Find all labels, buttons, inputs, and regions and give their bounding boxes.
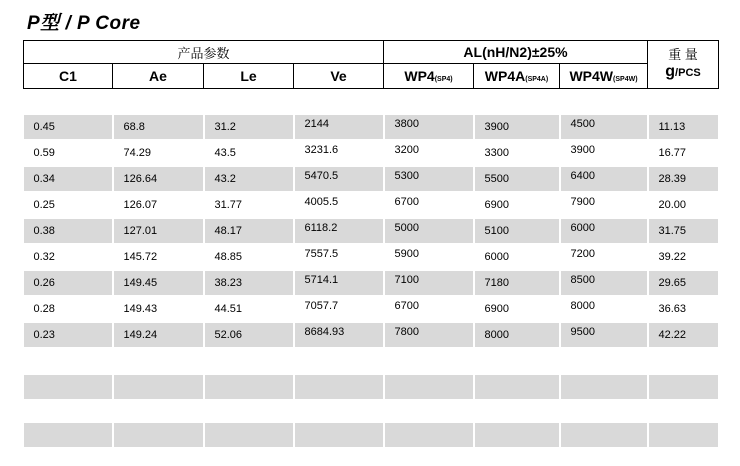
cell-le-value: 38.23 [214, 277, 243, 289]
cell-ae [113, 270, 204, 296]
cell-wp4a [474, 192, 560, 218]
header-weight-unit: g [665, 62, 676, 80]
cell-c1 [24, 166, 113, 192]
cell-weight [648, 140, 719, 166]
cell-c1 [24, 115, 113, 140]
cell-ae-value: 126.64 [123, 173, 158, 185]
cell-wp4w [560, 270, 648, 296]
cell-wp4a [474, 166, 560, 192]
col-header-c1: C1 [24, 64, 113, 89]
cell-ae [113, 140, 204, 166]
cell-ae-value: 74.29 [123, 147, 152, 159]
table-row [24, 192, 719, 218]
cell-le [204, 296, 294, 322]
table-row [24, 115, 719, 140]
col-header-ae: Ae [113, 64, 204, 89]
cell-le-value: 52.06 [214, 329, 243, 341]
cell-c1 [24, 296, 113, 322]
cell-ae [113, 166, 204, 192]
cell-wp4a-value: 6000 [484, 251, 509, 263]
cell-c1-value: 0.32 [33, 251, 55, 263]
cell-ve [294, 218, 384, 244]
col-header-wp4w [560, 64, 648, 89]
cell-weight-value: 42.22 [658, 329, 687, 341]
cell-ae [113, 322, 204, 348]
cell-wp4a-value: 5100 [484, 225, 509, 237]
cell-le-value: 31.2 [214, 121, 236, 133]
cell-wp4a [474, 270, 560, 296]
cell-ve [294, 270, 384, 296]
cell-wp4w [560, 296, 648, 322]
cell-wp4-value: 6700 [394, 196, 419, 208]
col-header-wp4-sub: (SP4) [434, 76, 453, 83]
cell-weight [648, 115, 719, 140]
cell-wp4w-value: 9500 [570, 326, 595, 338]
cell-wp4w-value: 3900 [570, 144, 595, 156]
cell-wp4a [474, 322, 560, 348]
cell-weight [648, 322, 719, 348]
empty-row [24, 423, 719, 447]
cell-weight [648, 244, 719, 270]
cell-wp4w [560, 115, 648, 140]
cell-wp4w-value: 8000 [570, 300, 595, 312]
cell-ae [113, 115, 204, 140]
cell-wp4w [560, 166, 648, 192]
col-header-le: Le [204, 64, 294, 89]
col-header-wp4-label: WP4 [404, 68, 435, 84]
cell-le [204, 244, 294, 270]
cell-le [204, 192, 294, 218]
col-header-wp4a-label: WP4A [484, 68, 526, 84]
cell-weight-value: 16.77 [658, 147, 687, 159]
cell-c1-value: 0.23 [33, 329, 55, 341]
cell-le-value: 48.17 [214, 225, 243, 237]
cell-ae-value: 149.24 [123, 329, 158, 341]
cell-wp4w-value: 6400 [570, 170, 595, 182]
cell-wp4w [560, 244, 648, 270]
table-row [24, 270, 719, 296]
cell-weight [648, 166, 719, 192]
cell-wp4a [474, 296, 560, 322]
cell-wp4-value: 3200 [394, 144, 419, 156]
cell-weight-value: 39.22 [658, 251, 687, 263]
cell-weight-value: 31.75 [658, 225, 687, 237]
table-row [24, 166, 719, 192]
cell-wp4-value: 6700 [394, 300, 419, 312]
cell-wp4 [384, 218, 474, 244]
cell-weight-value: 28.39 [658, 173, 687, 185]
header-weight [648, 41, 719, 89]
cell-wp4a-value: 6900 [484, 199, 509, 211]
cell-ae [113, 296, 204, 322]
cell-wp4w-value: 7900 [570, 196, 595, 208]
cell-wp4a-value: 5500 [484, 173, 509, 185]
cell-wp4a [474, 140, 560, 166]
cell-ve-value: 7557.5 [304, 248, 339, 260]
cell-wp4a-value: 3900 [484, 121, 509, 133]
cell-le [204, 218, 294, 244]
table-row [24, 322, 719, 348]
cell-ve-value: 7057.7 [304, 300, 339, 312]
cell-wp4 [384, 296, 474, 322]
spec-table [23, 40, 720, 447]
cell-wp4w [560, 192, 648, 218]
cell-ae-value: 145.72 [123, 251, 158, 263]
cell-wp4 [384, 192, 474, 218]
cell-c1-value: 0.34 [33, 173, 55, 185]
cell-weight-value: 11.13 [658, 121, 686, 133]
header-al-group: AL(nH/N2)±25% [384, 41, 648, 64]
cell-wp4 [384, 166, 474, 192]
cell-wp4w-value: 7200 [570, 248, 595, 260]
cell-ve-value: 2144 [304, 118, 329, 130]
cell-le [204, 140, 294, 166]
col-header-wp4w-label: WP4W [569, 68, 614, 84]
header-product-params: 产品参数 [24, 41, 384, 64]
cell-ve [294, 192, 384, 218]
header-weight-unit-sub: /PCS [675, 66, 701, 79]
cell-ae [113, 192, 204, 218]
cell-ve [294, 166, 384, 192]
cell-ae-value: 68.8 [123, 121, 145, 133]
cell-le-value: 43.2 [214, 173, 236, 185]
cell-wp4a [474, 218, 560, 244]
cell-wp4 [384, 270, 474, 296]
page-title: P型 / P Core [27, 13, 141, 34]
col-header-wp4a [474, 64, 560, 89]
cell-weight [648, 192, 719, 218]
cell-c1 [24, 244, 113, 270]
cell-wp4-value: 5300 [394, 170, 419, 182]
header-weight-label: 重 量 [668, 46, 698, 62]
cell-ve [294, 322, 384, 348]
cell-wp4 [384, 322, 474, 348]
cell-c1 [24, 322, 113, 348]
empty-row [24, 399, 719, 423]
cell-weight-value: 29.65 [658, 277, 687, 289]
cell-weight-value: 36.63 [658, 303, 687, 315]
cell-c1 [24, 270, 113, 296]
cell-ae-value: 127.01 [123, 225, 158, 237]
cell-le-value: 31.77 [214, 199, 243, 211]
cell-c1-value: 0.38 [33, 225, 55, 237]
cell-ve-value: 3231.6 [304, 144, 339, 156]
cell-c1-value: 0.45 [33, 121, 55, 133]
cell-le [204, 322, 294, 348]
col-header-ve: Ve [294, 64, 384, 89]
cell-c1-value: 0.59 [33, 147, 55, 159]
cell-wp4w-value: 6000 [570, 222, 595, 234]
cell-ae [113, 218, 204, 244]
cell-weight [648, 218, 719, 244]
cell-wp4w [560, 140, 648, 166]
cell-wp4-value: 7800 [394, 326, 419, 338]
cell-ve [294, 115, 384, 140]
cell-ae-value: 149.43 [123, 303, 158, 315]
cell-ve-value: 6118.2 [304, 222, 338, 234]
cell-wp4w-value: 4500 [570, 118, 595, 130]
cell-ve-value: 4005.5 [304, 196, 339, 208]
cell-c1-value: 0.26 [33, 277, 55, 289]
cell-wp4 [384, 115, 474, 140]
col-header-wp4a-sub: (SP4A) [525, 76, 549, 83]
cell-le-value: 48.85 [214, 251, 243, 263]
cell-le-value: 44.51 [214, 303, 243, 315]
cell-ae [113, 244, 204, 270]
cell-ve-value: 5470.5 [304, 170, 339, 182]
cell-c1-value: 0.28 [33, 303, 55, 315]
cell-wp4-value: 5000 [394, 222, 419, 234]
cell-c1 [24, 218, 113, 244]
cell-wp4-value: 7100 [394, 274, 419, 286]
cell-ve [294, 140, 384, 166]
cell-weight-value: 20.00 [658, 199, 687, 211]
cell-weight [648, 270, 719, 296]
cell-le [204, 115, 294, 140]
table-row [24, 218, 719, 244]
cell-wp4w [560, 218, 648, 244]
cell-c1 [24, 140, 113, 166]
cell-weight [648, 296, 719, 322]
cell-wp4w-value: 8500 [570, 274, 595, 286]
table-row [24, 140, 719, 166]
table-row [24, 244, 719, 270]
cell-le [204, 270, 294, 296]
cell-wp4a [474, 115, 560, 140]
cell-ve-value: 8684.93 [304, 326, 345, 338]
cell-c1-value: 0.25 [33, 199, 55, 211]
cell-ve [294, 244, 384, 270]
cell-wp4w [560, 322, 648, 348]
cell-wp4 [384, 244, 474, 270]
cell-ae-value: 126.07 [123, 199, 158, 211]
cell-wp4a [474, 244, 560, 270]
cell-wp4a-value: 7180 [484, 277, 509, 289]
cell-ve [294, 296, 384, 322]
col-header-wp4 [384, 64, 474, 89]
cell-wp4a-value: 8000 [484, 329, 509, 341]
cell-ve-value: 5714.1 [304, 274, 339, 286]
col-header-wp4w-sub: (SP4W) [613, 76, 638, 83]
cell-wp4-value: 5900 [394, 248, 419, 260]
cell-wp4a-value: 6900 [484, 303, 509, 315]
cell-wp4a-value: 3300 [484, 147, 509, 159]
cell-ae-value: 149.45 [123, 277, 158, 289]
cell-le [204, 166, 294, 192]
cell-wp4-value: 3800 [394, 118, 419, 130]
cell-le-value: 43.5 [214, 147, 236, 159]
table-row [24, 296, 719, 322]
cell-c1 [24, 192, 113, 218]
cell-wp4 [384, 140, 474, 166]
empty-row [24, 375, 719, 399]
